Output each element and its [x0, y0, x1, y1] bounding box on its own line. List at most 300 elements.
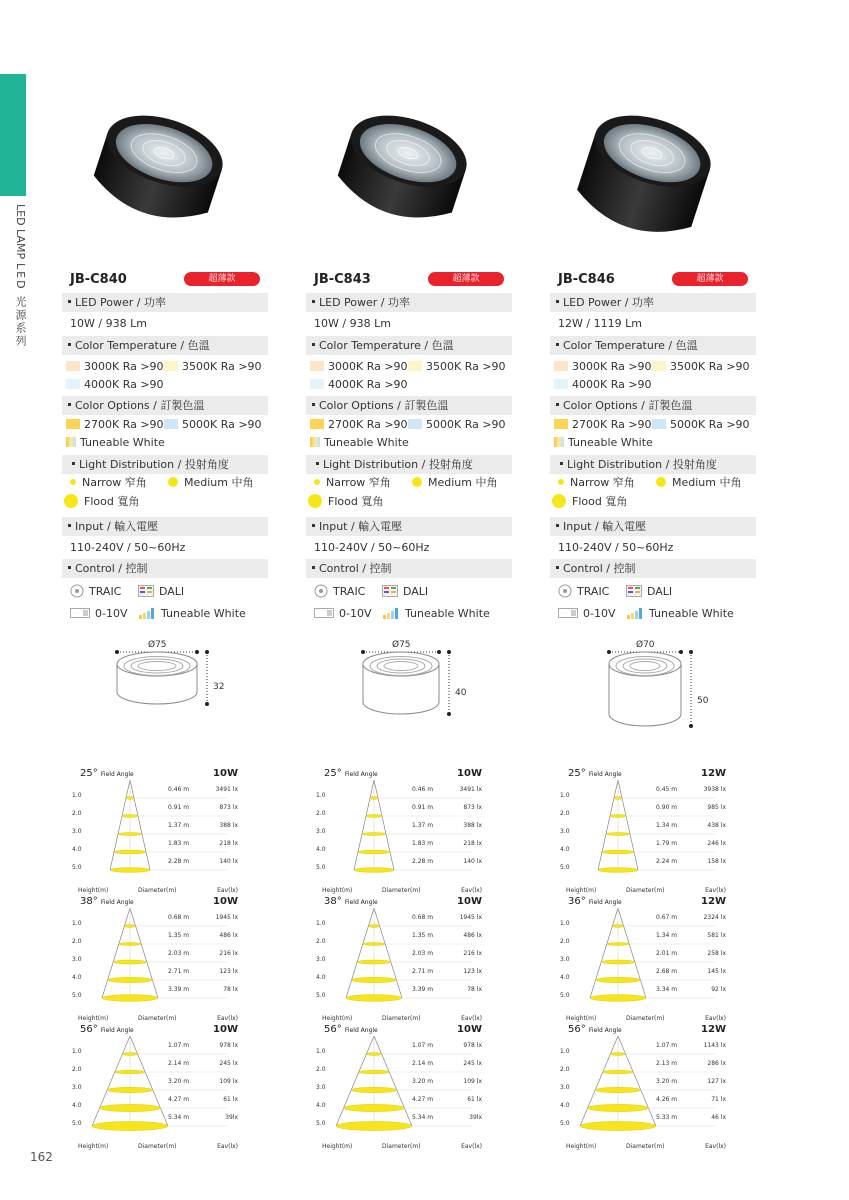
height-tick-label: 4.0 — [560, 974, 570, 981]
control-010v-label: 0-10V — [583, 607, 616, 620]
field-angle-label: Field Angle — [588, 771, 622, 778]
ld-narrow — [70, 476, 147, 490]
beam-diameter: 1.07 m — [412, 1042, 434, 1049]
control-dali — [382, 585, 428, 598]
beam-spot — [610, 1053, 625, 1056]
beam-diameter: 3.20 m — [412, 1078, 434, 1085]
co-2700k — [554, 418, 652, 432]
height-tick-label: 1.0 — [560, 920, 570, 927]
beam-lux: 218 lx — [463, 840, 482, 847]
bullet-icon — [68, 566, 71, 569]
beam-lux: 388 lx — [219, 822, 238, 829]
height-tick-label: 5.0 — [560, 864, 570, 871]
diameter-axis-label: Diameter(m) — [138, 1015, 177, 1022]
height-tick-label: 4.0 — [72, 846, 82, 853]
height-tick-label: 2.0 — [316, 938, 326, 945]
control-tuneable — [382, 607, 490, 620]
beam-angle: 56° — [568, 1024, 586, 1035]
swatch-tuneable-icon — [66, 437, 76, 447]
beam-spot — [118, 833, 142, 836]
control-tuneable-label: Tuneable White — [405, 607, 490, 620]
co-2700k-label: 2700K Ra >90 — [572, 418, 652, 431]
beam-spot — [110, 868, 150, 873]
beam-lux: 140 lx — [463, 858, 482, 865]
beam-lux: 61 lx — [223, 1096, 238, 1103]
diameter-axis-label: Diameter(m) — [382, 1143, 421, 1150]
height-tick-label: 1.0 — [316, 792, 326, 799]
ct-label: Color Temperature / 色溫 — [319, 339, 454, 352]
beam-cone — [322, 770, 482, 892]
beam-diameter: 0.46 m — [412, 786, 434, 793]
ct-4000k-label: 4000K Ra >90 — [328, 378, 408, 391]
lamp-image — [326, 100, 476, 250]
beam-cone — [322, 898, 482, 1020]
input-section — [306, 517, 512, 536]
dimension-drawing — [82, 640, 272, 750]
beam-spot — [359, 1070, 389, 1074]
product-header — [62, 272, 268, 290]
dimmer-knob-icon — [70, 584, 84, 598]
beam-power: 10W — [213, 768, 238, 779]
beam-lux: 123 lx — [463, 968, 482, 975]
bullet-icon — [556, 300, 559, 303]
beam-spot — [357, 960, 391, 964]
height-tick-label: 3.0 — [316, 956, 326, 963]
bullet-icon — [312, 403, 315, 406]
bullet-icon — [68, 403, 71, 406]
power-label: LED Power / 功率 — [319, 296, 411, 309]
narrow-beam-icon — [558, 479, 564, 485]
ld-narrow — [558, 476, 635, 490]
beam-lux: 216 lx — [463, 950, 482, 957]
beam-diameter: 2.03 m — [412, 950, 434, 957]
section-tab — [0, 74, 26, 196]
ct-3000k-label: 3000K Ra >90 — [84, 360, 164, 373]
ct-label: Color Temperature / 色溫 — [75, 339, 210, 352]
ld-medium — [656, 476, 741, 490]
control-traic-label: TRAIC — [89, 585, 122, 598]
height-tick-label: 4.0 — [560, 1102, 570, 1109]
beam-lux: 3491 lx — [459, 786, 482, 793]
beam-spot — [363, 943, 385, 946]
swatch-5000k-icon — [408, 419, 422, 429]
swatch-2700k-icon — [66, 419, 80, 429]
diameter-axis-label: Diameter(m) — [382, 1015, 421, 1022]
beam-spot — [595, 1087, 641, 1092]
beam-diameter: 1.83 m — [412, 840, 434, 847]
beam-angle: 25° — [80, 768, 98, 779]
tuneable-bars-icon — [626, 607, 644, 619]
beam-lux: 486 lx — [463, 932, 482, 939]
bullet-icon — [316, 462, 319, 465]
beam-spot — [370, 797, 378, 800]
beam-lux: 216 lx — [219, 950, 238, 957]
beam-diameter: 2.14 m — [168, 1060, 190, 1067]
flood-beam-icon — [308, 494, 322, 508]
beam-spot — [614, 797, 622, 800]
beam-lux: 245 lx — [463, 1060, 482, 1067]
field-angle-label: Field Angle — [588, 1027, 622, 1034]
eav-axis-label: Eav(lx) — [217, 887, 238, 894]
height-tick-label: 3.0 — [72, 1084, 82, 1091]
dali-panel-icon — [138, 585, 154, 597]
beam-diameter: 2.01 m — [656, 950, 678, 957]
co-5000k — [164, 418, 262, 432]
ct-3000k-label: 3000K Ra >90 — [328, 360, 408, 373]
beam-lux: 218 lx — [219, 840, 238, 847]
height-tick-label: 2.0 — [560, 938, 570, 945]
beam-lux: 388 lx — [463, 822, 482, 829]
co-section — [62, 396, 268, 415]
beam-lux: 258 lx — [707, 950, 726, 957]
beam-spot — [107, 1087, 153, 1092]
beam-power: 12W — [701, 1024, 726, 1035]
beam-lux: 123 lx — [219, 968, 238, 975]
control-label: Control / 控制 — [563, 562, 636, 575]
diameter-axis-label: Diameter(m) — [138, 1143, 177, 1150]
beam-lux: 873 lx — [463, 804, 482, 811]
height-tick-label: 5.0 — [72, 992, 82, 999]
beam-diameter: 5.34 m — [168, 1114, 190, 1121]
field-angle-label: Field Angle — [588, 899, 622, 906]
beam-diameter: 1.37 m — [168, 822, 190, 829]
co-2700k — [66, 418, 164, 432]
eav-axis-label: Eav(lx) — [705, 1015, 726, 1022]
eav-axis-label: Eav(lx) — [461, 1015, 482, 1022]
bullet-icon — [68, 524, 71, 527]
beam-lux: 246 lx — [707, 840, 726, 847]
beam-diameter: 2.71 m — [412, 968, 434, 975]
model-name: JB-C843 — [314, 272, 371, 287]
ld-medium-label: Medium 中角 — [184, 476, 254, 489]
ultra-thin-badge: 超薄款 — [428, 272, 504, 286]
co-tuneable-label: Tuneable White — [80, 436, 165, 449]
power-value: 10W / 938 Lm — [70, 317, 147, 330]
beam-lux: 2324 lx — [703, 914, 726, 921]
input-value: 110-240V / 50~60Hz — [70, 541, 186, 554]
beam-diameter: 3.39 m — [412, 986, 434, 993]
tuneable-bars-icon — [382, 607, 400, 619]
beam-diameter: 2.13 m — [656, 1060, 678, 1067]
height-tick-label: 4.0 — [72, 1102, 82, 1109]
co-section — [306, 396, 512, 415]
beam-diameter: 1.34 m — [656, 822, 678, 829]
beam-spot — [596, 977, 641, 982]
beam-spot — [368, 925, 379, 928]
ld-flood — [552, 495, 627, 509]
beam-cone — [78, 770, 238, 892]
co-tuneable-label: Tuneable White — [324, 436, 409, 449]
beam-angle: 25° — [568, 768, 586, 779]
beam-diameter: 0.67 m — [656, 914, 678, 921]
beam-chart — [316, 768, 482, 894]
co-label: Color Options / 訂製色溫 — [563, 399, 693, 412]
beam-spot — [114, 850, 146, 854]
beam-lux: 145 lx — [707, 968, 726, 975]
beam-diameter: 5.34 m — [412, 1114, 434, 1121]
medium-beam-icon — [656, 477, 666, 487]
height-tick-label: 1.0 — [560, 1048, 570, 1055]
beam-cone — [322, 1026, 482, 1148]
input-label: Input / 輸入電壓 — [75, 520, 159, 533]
power-value: 10W / 938 Lm — [314, 317, 391, 330]
flood-beam-icon — [64, 494, 78, 508]
beam-spot — [366, 815, 382, 818]
control-tuneable-label: Tuneable White — [649, 607, 734, 620]
beam-lux: 46 lx — [711, 1114, 726, 1121]
ld-medium — [412, 476, 497, 490]
ld-label: Light Distribution / 投射角度 — [79, 458, 229, 471]
beam-lux: 873 lx — [219, 804, 238, 811]
input-section — [550, 517, 756, 536]
beam-diameter: 0.91 m — [168, 804, 190, 811]
ct-4000k-label: 4000K Ra >90 — [572, 378, 652, 391]
beam-lux: 438 lx — [707, 822, 726, 829]
field-angle-label: Field Angle — [100, 899, 134, 906]
co-2700k-label: 2700K Ra >90 — [84, 418, 164, 431]
ct-3500k — [652, 360, 750, 374]
beam-power: 12W — [701, 768, 726, 779]
beam-cone — [78, 898, 238, 1020]
field-angle-label: Field Angle — [100, 1027, 134, 1034]
co-5000k — [652, 418, 750, 432]
beam-lux: 39lx — [225, 1114, 238, 1121]
beam-diameter: 1.07 m — [656, 1042, 678, 1049]
beam-diameter: 0.91 m — [412, 804, 434, 811]
beam-spot — [126, 797, 134, 800]
beam-chart — [560, 896, 726, 1022]
height-tick-label: 3.0 — [560, 1084, 570, 1091]
bullet-icon — [556, 566, 559, 569]
beam-diameter: 1.07 m — [168, 1042, 190, 1049]
control-dali-label: DALI — [159, 585, 185, 598]
height-tick-label: 4.0 — [316, 1102, 326, 1109]
beam-diameter: 4.26 m — [656, 1096, 678, 1103]
ultra-thin-badge: 超薄款 — [184, 272, 260, 286]
co-5000k — [408, 418, 506, 432]
height-tick-label: 5.0 — [560, 1120, 570, 1127]
side-label — [14, 204, 28, 348]
beam-spot — [122, 1053, 137, 1056]
beam-chart — [72, 768, 238, 894]
swatch-3500k-icon — [164, 361, 178, 371]
beam-spot — [354, 868, 394, 873]
beam-power: 10W — [213, 1024, 238, 1035]
beam-spot — [358, 850, 390, 854]
co-label: Color Options / 訂製色溫 — [319, 399, 449, 412]
ld-label: Light Distribution / 投射角度 — [567, 458, 717, 471]
beam-diameter: 2.68 m — [656, 968, 678, 975]
swatch-3000k-icon — [310, 361, 324, 371]
ct-3500k — [164, 360, 262, 374]
beam-spot — [601, 960, 635, 964]
lamp-image — [570, 100, 720, 250]
beam-diameter: 3.20 m — [168, 1078, 190, 1085]
height-tick-label: 3.0 — [316, 1084, 326, 1091]
beam-chart — [560, 768, 726, 894]
power-value: 12W / 1119 Lm — [558, 317, 642, 330]
height-axis-label: Height(m) — [566, 887, 597, 894]
bullet-icon — [72, 462, 75, 465]
product-header — [306, 272, 512, 290]
ct-section — [306, 336, 512, 355]
control-traic — [314, 585, 365, 599]
ct-label: Color Temperature / 色溫 — [563, 339, 698, 352]
height-tick-label: 2.0 — [560, 810, 570, 817]
co-2700k — [310, 418, 408, 432]
beam-diameter: 2.24 m — [656, 858, 678, 865]
power-section — [550, 293, 756, 312]
height-tick-label: 5.0 — [316, 1120, 326, 1127]
beam-spot — [606, 833, 630, 836]
input-value: 110-240V / 50~60Hz — [314, 541, 430, 554]
field-angle-label: Field Angle — [344, 1027, 378, 1034]
control-traic — [558, 585, 609, 599]
dali-panel-icon — [626, 585, 642, 597]
bullet-icon — [68, 343, 71, 346]
medium-beam-icon — [412, 477, 422, 487]
ct-4000k — [66, 378, 164, 392]
lamp-image — [82, 100, 232, 250]
beam-lux: 61 lx — [467, 1096, 482, 1103]
height-tick-label: 5.0 — [560, 992, 570, 999]
ld-narrow-label: Narrow 窄角 — [570, 476, 635, 489]
height-label: 40 — [455, 688, 467, 698]
input-value: 110-240V / 50~60Hz — [558, 541, 674, 554]
swatch-4000k-icon — [554, 379, 568, 389]
control-dali-label: DALI — [403, 585, 429, 598]
co-5000k-label: 5000K Ra >90 — [426, 418, 506, 431]
beam-diameter: 1.35 m — [168, 932, 190, 939]
beam-chart — [72, 1024, 238, 1150]
model-name: JB-C846 — [558, 272, 615, 287]
beam-lux: 78 lx — [223, 986, 238, 993]
control-tuneable-label: Tuneable White — [161, 607, 246, 620]
beam-spot — [102, 995, 158, 1002]
height-tick-label: 4.0 — [72, 974, 82, 981]
height-axis-label: Height(m) — [322, 1015, 353, 1022]
dimension-drawing — [570, 640, 760, 750]
beam-spot — [113, 960, 147, 964]
diameter-label: Ø75 — [392, 640, 411, 650]
swatch-2700k-icon — [310, 419, 324, 429]
height-axis-label: Height(m) — [78, 1143, 109, 1150]
ct-3000k — [310, 360, 408, 374]
field-angle-label: Field Angle — [100, 771, 134, 778]
beam-lux: 286 lx — [707, 1060, 726, 1067]
height-axis-label: Height(m) — [322, 887, 353, 894]
swatch-tuneable-icon — [310, 437, 320, 447]
input-label: Input / 輸入電壓 — [319, 520, 403, 533]
height-tick-label: 3.0 — [72, 956, 82, 963]
height-axis-label: Height(m) — [78, 1015, 109, 1022]
beam-angle: 38° — [80, 896, 98, 907]
beam-spot — [115, 1070, 145, 1074]
ld-medium-label: Medium 中角 — [428, 476, 498, 489]
height-tick-label: 2.0 — [316, 1066, 326, 1073]
bullet-icon — [312, 300, 315, 303]
beam-lux: 245 lx — [219, 1060, 238, 1067]
ct-4000k — [554, 378, 652, 392]
beam-lux: 486 lx — [219, 932, 238, 939]
ld-flood-label: Flood 寬角 — [84, 495, 140, 508]
beam-lux: 71 lx — [711, 1096, 726, 1103]
bullet-icon — [312, 566, 315, 569]
beam-lux: 92 lx — [711, 986, 726, 993]
height-tick-label: 5.0 — [72, 1120, 82, 1127]
beam-cone — [566, 770, 726, 892]
beam-diameter: 1.79 m — [656, 840, 678, 847]
bullet-icon — [556, 343, 559, 346]
swatch-3000k-icon — [66, 361, 80, 371]
ld-flood — [64, 495, 139, 509]
dali-panel-icon — [382, 585, 398, 597]
control-010v-label: 0-10V — [339, 607, 372, 620]
ld-narrow-label: Narrow 窄角 — [326, 476, 391, 489]
narrow-beam-icon — [70, 479, 76, 485]
beam-diameter: 5.33 m — [656, 1114, 678, 1121]
height-tick-label: 3.0 — [72, 828, 82, 835]
beam-power: 12W — [701, 896, 726, 907]
beam-diameter: 3.20 m — [656, 1078, 678, 1085]
power-section — [62, 293, 268, 312]
co-label: Color Options / 訂製色溫 — [75, 399, 205, 412]
beam-spot — [352, 977, 397, 982]
control-section — [306, 559, 512, 578]
page-number: 162 — [30, 1150, 53, 1164]
dimension-outline — [570, 640, 760, 750]
control-010v-label: 0-10V — [95, 607, 128, 620]
side-label-zh: LED 光源系列 — [14, 263, 27, 349]
co-tuneable-label: Tuneable White — [568, 436, 653, 449]
control-dali — [626, 585, 672, 598]
height-axis-label: Height(m) — [566, 1015, 597, 1022]
control-dali-label: DALI — [647, 585, 673, 598]
control-010v — [558, 607, 616, 620]
control-label: Control / 控制 — [319, 562, 392, 575]
ld-label: Light Distribution / 投射角度 — [323, 458, 473, 471]
dimmer-knob-icon — [314, 584, 328, 598]
beam-diameter: 4.27 m — [168, 1096, 190, 1103]
beam-spot — [362, 833, 386, 836]
bullet-icon — [68, 300, 71, 303]
diameter-axis-label: Diameter(m) — [626, 887, 665, 894]
diameter-label: Ø70 — [636, 640, 655, 650]
ld-flood-label: Flood 寬角 — [328, 495, 384, 508]
tuneable-bars-icon — [138, 607, 156, 619]
beam-diameter: 2.71 m — [168, 968, 190, 975]
field-angle-label: Field Angle — [344, 899, 378, 906]
swatch-3000k-icon — [554, 361, 568, 371]
height-axis-label: Height(m) — [566, 1143, 597, 1150]
height-tick-label: 4.0 — [560, 846, 570, 853]
height-tick-label: 3.0 — [560, 956, 570, 963]
bullet-icon — [556, 403, 559, 406]
beam-spot — [366, 1053, 381, 1056]
beam-spot — [580, 1121, 656, 1130]
height-axis-label: Height(m) — [322, 1143, 353, 1150]
model-name: JB-C840 — [70, 272, 127, 287]
diameter-axis-label: Diameter(m) — [382, 887, 421, 894]
medium-beam-icon — [168, 477, 178, 487]
swatch-tuneable-icon — [554, 437, 564, 447]
beam-power: 10W — [457, 768, 482, 779]
ct-section — [62, 336, 268, 355]
co-tuneable — [310, 436, 409, 450]
ct-3000k-label: 3000K Ra >90 — [572, 360, 652, 373]
beam-spot — [119, 943, 141, 946]
switch-icon — [314, 608, 334, 618]
